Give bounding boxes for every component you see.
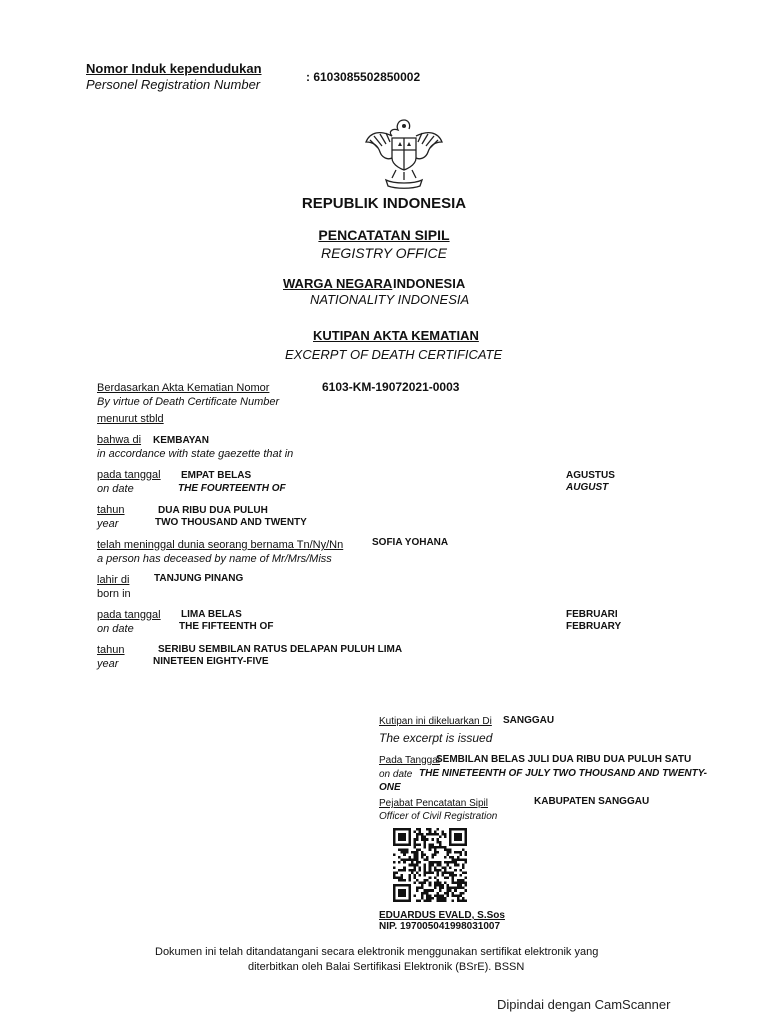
birth-year-label-en: year xyxy=(97,658,119,670)
cert-label-en: By virtue of Death Certificate Number xyxy=(97,396,280,408)
place-value: KEMBAYAN xyxy=(153,435,209,446)
birth-date-label-id: pada tanggal xyxy=(97,609,161,621)
issued-label-en: The excerpt is issued xyxy=(379,731,493,745)
name-label-en: a person has deceased by name of Mr/Mrs/Miss xyxy=(97,553,332,565)
death-year-en: TWO THOUSAND AND TWENTY xyxy=(155,517,307,528)
signer-nip: NIP. 197005041998031007 xyxy=(379,921,501,932)
office-title-en: REGISTRY OFFICE xyxy=(320,245,447,261)
birth-day-en: THE FIFTEENTH OF xyxy=(179,621,274,632)
death-year-label-en: year xyxy=(97,518,119,530)
place-label-en: in accordance with state gaezette that in xyxy=(97,448,294,460)
citizen-value: INDONESIA xyxy=(393,276,466,291)
birth-month-en: FEBRUARY xyxy=(566,621,622,632)
nationality-en: NATIONALITY INDONESIA xyxy=(310,292,470,307)
name-label-id: telah meninggal dunia seorang bernama Tn/Ny/Nn xyxy=(97,539,344,551)
citizen-label: WARGA NEGARA xyxy=(283,276,393,291)
birth-year-id: SERIBU SEMBILAN RATUS DELAPAN PULUH LIMA xyxy=(158,644,403,655)
birth-year-label-id: tahun xyxy=(97,644,125,656)
cert-number: 6103-KM-19072021-0003 xyxy=(322,380,460,394)
death-date-label-en: on date xyxy=(97,483,134,495)
issued-date-id: SEMBILAN BELAS JULI DUA RIBU DUA PULUH SATU xyxy=(436,754,692,765)
doc-title-id: KUTIPAN AKTA KEMATIAN xyxy=(313,328,479,343)
stbld-label: menurut stbld xyxy=(97,413,164,425)
death-year-label-id: tahun xyxy=(97,504,125,516)
footer-note-2: diterbitkan oleh Balai Sertifikasi Elektronik (BSrE). BSSN xyxy=(248,961,525,973)
country-title: REPUBLIK INDONESIA xyxy=(301,195,467,212)
birthplace-label-id: lahir di xyxy=(97,574,130,586)
death-date-label-id: pada tanggal xyxy=(97,469,161,481)
issued-label-id: Kutipan ini dikeluarkan Di xyxy=(379,716,492,727)
death-day-id: EMPAT BELAS xyxy=(181,470,252,481)
issued-date-en-1: THE NINETEENTH OF JULY TWO THOUSAND AND TWENTY- xyxy=(419,768,707,779)
birthplace-value: TANJUNG PINANG xyxy=(154,573,244,584)
officer-label-id: Pejabat Pencatatan Sipil xyxy=(379,798,488,809)
footer-note-1: Dokumen ini telah ditandatangani secara elektronik menggunakan sertifikat elektronik yang xyxy=(155,946,599,958)
signer-name: EDUARDUS EVALD, S.Sos xyxy=(379,910,505,921)
death-day-en: THE FOURTEENTH OF xyxy=(178,483,286,494)
nik-value: : 6103085502850002 xyxy=(306,70,421,84)
name-value: SOFIA YOHANA xyxy=(372,537,449,548)
issued-date-label-en: on date xyxy=(379,769,413,780)
death-year-id: DUA RIBU DUA PULUH xyxy=(158,505,268,516)
officer-region: KABUPATEN SANGGAU xyxy=(534,796,650,807)
nik-label-id: Nomor Induk kependudukan xyxy=(86,61,262,76)
place-label-id: bahwa di xyxy=(97,434,142,446)
issued-date-en-2: ONE xyxy=(379,782,401,793)
birth-date-label-en: on date xyxy=(97,623,134,635)
garuda-emblem-icon xyxy=(362,112,446,190)
qr-code-icon xyxy=(393,828,467,902)
birth-day-id: LIMA BELAS xyxy=(181,609,242,620)
doc-title-en: EXCERPT OF DEATH CERTIFICATE xyxy=(285,347,503,362)
birth-month-id: FEBRUARI xyxy=(566,609,618,620)
issued-date-label-id: Pada Tanggal xyxy=(379,755,440,766)
issued-place: SANGGAU xyxy=(503,715,555,726)
death-month-id: AGUSTUS xyxy=(566,470,615,481)
birthplace-label-en: born in xyxy=(97,588,131,600)
camscanner-watermark: Dipindai dengan CamScanner xyxy=(497,997,671,1012)
death-month-en: AUGUST xyxy=(566,482,609,493)
officer-label-en: Officer of Civil Registration xyxy=(379,811,498,822)
birth-year-en: NINETEEN EIGHTY-FIVE xyxy=(153,656,269,667)
cert-label-id: Berdasarkan Akta Kematian Nomor xyxy=(97,382,270,394)
office-title-id: PENCATATAN SIPIL xyxy=(318,227,450,243)
nik-label-en: Personel Registration Number xyxy=(86,77,261,92)
